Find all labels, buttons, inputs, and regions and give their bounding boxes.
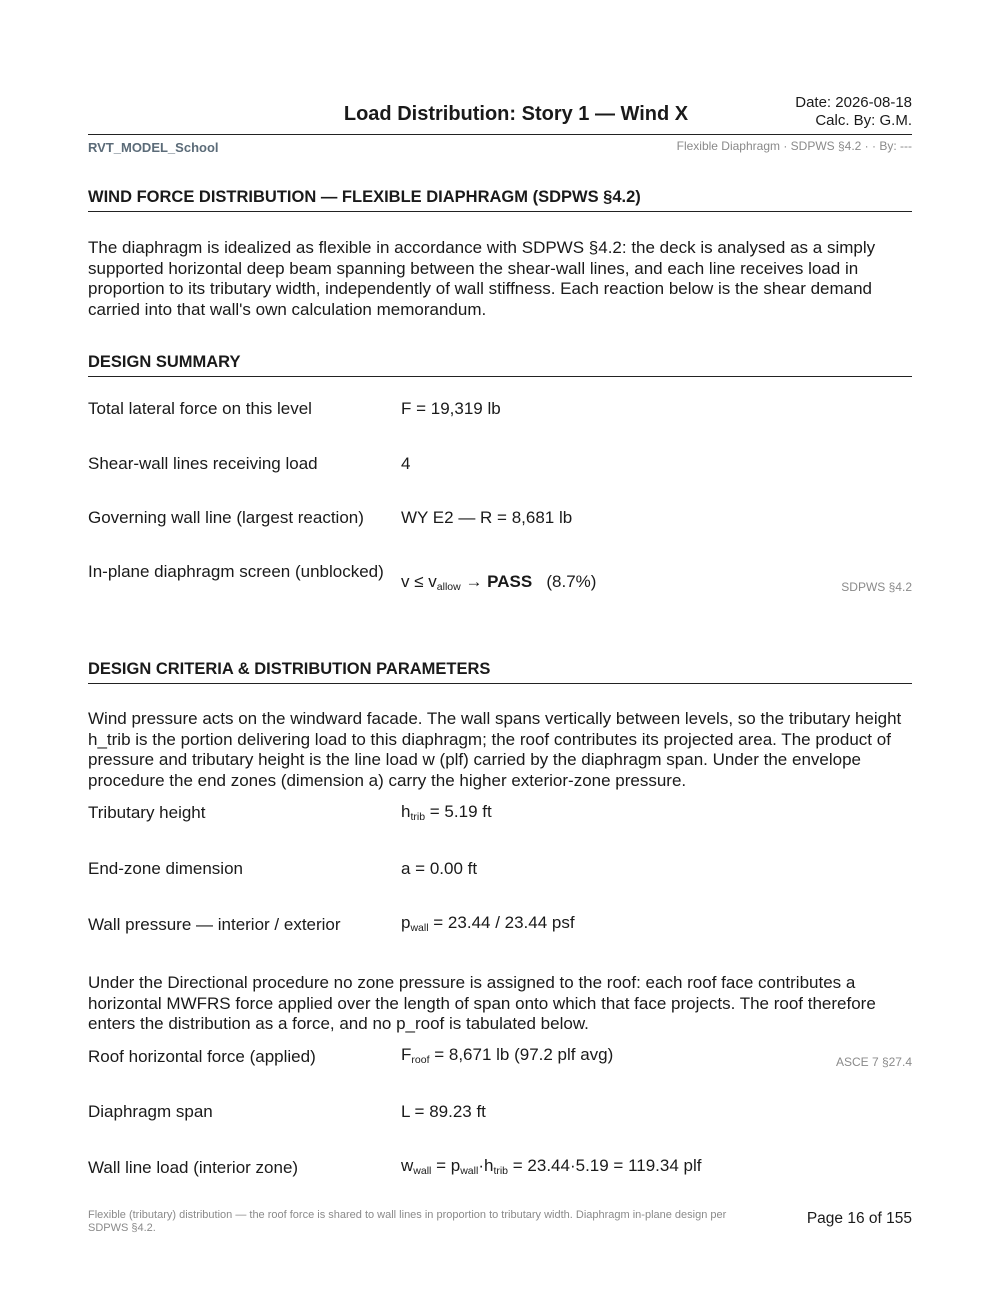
lineload-value: = 23.44·5.19 = 119.34 plf: [508, 1156, 702, 1175]
section-heading-wind-distribution: WIND FORCE DISTRIBUTION — FLEXIBLE DIAPHRAGM (SDPWS §4.2): [88, 188, 912, 212]
status-badge: PASS: [487, 572, 533, 591]
header-meta: [795, 94, 912, 130]
summary-label-wall-lines: Shear-wall lines receiving load: [88, 454, 318, 473]
page-title: Load Distribution: Story 1 — Wind X: [343, 103, 689, 125]
header-date: Date: 2026-08-18: [795, 94, 912, 111]
section-heading-design-summary: DESIGN SUMMARY: [88, 353, 912, 377]
criteria-label-tributary-height: Tributary height: [88, 803, 206, 822]
summary-value-governing-line: WY E2 — R = 8,681 lb: [401, 508, 573, 527]
pressure-subscript: wall: [410, 922, 429, 934]
criteria-value-tributary-height: [401, 802, 492, 823]
lineload-w: w: [401, 1156, 414, 1175]
criteria-label-diaphragm-span: Diaphragm span: [88, 1102, 213, 1121]
screen-arrow: →: [460, 572, 488, 591]
criteria-value-wall-pressure: [401, 913, 575, 934]
header-divider: [88, 134, 912, 135]
lineload-eq: = p: [431, 1156, 461, 1175]
roof-value: = 8,671 lb (97.2 plf avg): [429, 1045, 614, 1064]
summary-value-total-force: F = 19,319 lb: [401, 399, 501, 418]
roof-subscript: roof: [411, 1054, 430, 1066]
summary-label-total-force: Total lateral force on this level: [88, 399, 312, 418]
criteria-label-roof-force: Roof horizontal force (applied): [88, 1047, 316, 1066]
roof-paragraph: Under the Directional procedure no zone pressure is assigned to the roof: each roof face contributes a horizontal MWFRS force applied over the length of span onto which that face projects. The roof therefore enters the distribution as a force, and no p_roof is tabulated below.: [88, 973, 876, 1034]
lineload-p-sub: wall: [460, 1165, 479, 1177]
footer-note: Flexible (tributary) distribution — the roof force is shared to wall lines in proportion to tributary width. Diaphragm in-plane design per SDPWS §4.2.: [88, 1209, 727, 1234]
page-number: Page 16 of 155: [806, 1210, 912, 1227]
lineload-w-sub: wall: [413, 1165, 432, 1177]
lineload-h: ·h: [478, 1156, 494, 1175]
trib-subscript: trib: [410, 811, 426, 823]
screen-ratio: (8.7%): [546, 572, 597, 591]
roof-reference: ASCE 7 §27.4: [835, 1055, 912, 1069]
criteria-value-roof-force: [401, 1045, 613, 1066]
pressure-value: = 23.44 / 23.44 psf: [428, 913, 575, 932]
criteria-label-wall-pressure: Wall pressure — interior / exterior: [88, 915, 341, 934]
criteria-label-end-zone: End-zone dimension: [88, 859, 243, 878]
summary-label-governing-line: Governing wall line (largest reaction): [88, 508, 364, 527]
screen-reference: SDPWS §4.2: [841, 580, 912, 594]
lineload-h-sub: trib: [493, 1165, 509, 1177]
summary-value-wall-lines: 4: [401, 454, 411, 473]
roof-symbol: F: [401, 1045, 412, 1064]
summary-value-diaphragm-screen: [401, 572, 596, 593]
screen-v: v ≤ v: [401, 572, 437, 591]
header-calc-by: Calc. By: G.M.: [815, 112, 912, 129]
header-subline: Flexible Diaphragm · SDPWS §4.2 · · By: ---: [676, 139, 912, 153]
intro-paragraph: The diaphragm is idealized as flexible in accordance with SDPWS §4.2: the deck is analysed as a simply supported horizontal deep beam spanning between the shear-wall lines, and each line receives load in proportion to its tributary width, independently of wall stiffness. Each reaction below is the shear demand carried into that wall's own calculation memorandum.: [88, 238, 876, 319]
project-name: RVT_MODEL_School: [88, 140, 219, 155]
trib-value: = 5.19 ft: [425, 802, 492, 821]
criteria-label-line-load: Wall line load (interior zone): [88, 1158, 299, 1177]
pressure-symbol: p: [401, 913, 411, 932]
criteria-value-line-load: [401, 1156, 701, 1177]
summary-label-diaphragm-screen: In-plane diaphragm screen (unblocked): [88, 562, 384, 581]
criteria-paragraph: Wind pressure acts on the windward facade. The wall spans vertically between levels, so the tributary height h_trib is the portion delivering load to this diaphragm; the roof contributes its projected area. The product of pressure and tributary height is the line load w (plf) carried by the diaphragm span. Under the envelope procedure the end zones (dimension a) carry the higher exterior-zone pressure.: [88, 709, 902, 790]
trib-symbol: h: [401, 802, 411, 821]
criteria-value-diaphragm-span: L = 89.23 ft: [401, 1102, 486, 1121]
section-heading-design-criteria: DESIGN CRITERIA & DISTRIBUTION PARAMETERS: [88, 660, 912, 684]
criteria-value-end-zone: a = 0.00 ft: [401, 859, 478, 878]
screen-v-sub: allow: [436, 581, 461, 593]
